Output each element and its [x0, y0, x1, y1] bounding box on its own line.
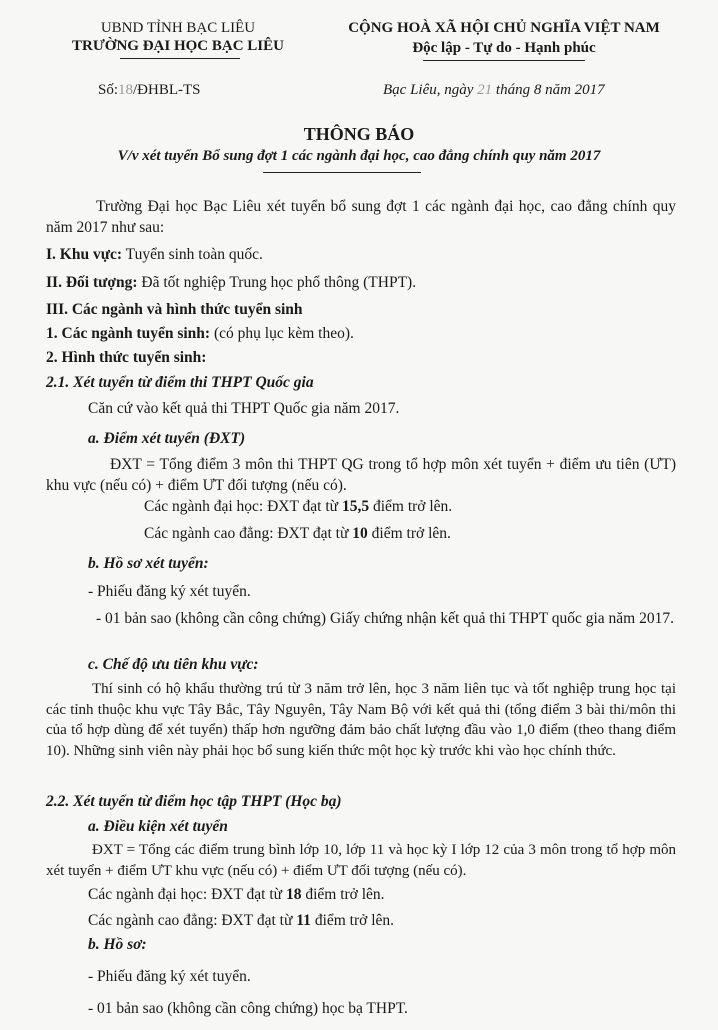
section-2-1-heading: 2.1. Xét tuyển từ điểm thi THPT Quốc gia: [46, 374, 314, 391]
section-2-2-a-heading: a. Điều kiện xét tuyển: [88, 818, 228, 835]
title-underline: [263, 172, 421, 173]
section-2-1-a-college: Các ngành cao đẳng: ĐXT đạt từ 10 điểm trở lên.: [144, 525, 451, 542]
header-right-underline: [423, 60, 585, 61]
section-3-heading: III. Các ngành và hình thức tuyển sinh: [46, 301, 303, 318]
section-2-1-b-heading: b. Hồ sơ xét tuyển:: [88, 555, 209, 572]
section-2-1-b-item-2: - 01 bản sao (không cần công chứng) Giấy chứng nhận kết quả thi THPT quốc gia năm 2017.: [96, 610, 674, 627]
section-2-1-c-text: Thí sinh có hộ khẩu thường trú từ 3 năm trở lên, học 3 năm liên tục và tốt nghiệp trung học tại các tỉnh thuộc khu vực Tây Bắc, Tây Nguyên, Tây Nam Bộ với kết quả thi (tổng điểm 3 bài thi/môn thi của tổ hợp dùng để xét tuyển) thấp hơn ngưỡng đảm bảo chất lượng đầu vào 1,0 điểm (theo thang điểm 10). Những sinh viên này phải học bổ sung kiến thức một học kỳ trước khi vào học chính thức.: [46, 681, 676, 759]
section-2-2-b-item-2: - 01 bản sao (không cần công chứng) học bạ THPT.: [88, 1000, 408, 1017]
section-3-2: 2. Hình thức tuyển sinh:: [46, 349, 207, 366]
intro-paragraph: Trường Đại học Bạc Liêu xét tuyển bổ sung đợt 1 các ngành đại học, cao đẳng chính quy năm 2017 như sau:: [46, 198, 676, 236]
section-1: I. Khu vực: Tuyển sinh toàn quốc.: [46, 246, 263, 263]
header-left-institution: TRƯỜNG ĐẠI HỌC BẠC LIÊU: [72, 38, 284, 54]
section-2-2-a-college: Các ngành cao đẳng: ĐXT đạt từ 11 điểm trở lên.: [88, 912, 395, 929]
document-number: Số:18/ĐHBL-TS: [98, 82, 201, 98]
section-2-2-b-item-1: - Phiếu đăng ký xét tuyển.: [88, 968, 251, 985]
section-2-1-a-heading: a. Điểm xét tuyển (ĐXT): [88, 430, 246, 447]
section-2-1-intro: Căn cứ vào kết quả thi THPT Quốc gia năm 2017.: [88, 400, 400, 417]
section-2-2-b-heading: b. Hồ sơ:: [88, 936, 147, 953]
section-2-1-a-university: Các ngành đại học: ĐXT đạt từ 15,5 điểm trở lên.: [144, 498, 453, 515]
header-right-motto: Độc lập - Tự do - Hạnh phúc: [412, 40, 596, 56]
header-left-authority: UBND TỈNH BẠC LIÊU: [100, 20, 256, 36]
section-2-1-b-item-1: - Phiếu đăng ký xét tuyển.: [88, 583, 251, 600]
header-left-underline: [120, 58, 240, 59]
section-2-1-a-formula: ĐXT = Tổng điểm 3 môn thi THPT QG trong tổ hợp môn xét tuyển + điểm ưu tiên (ƯT) khu vực (nếu có) + điểm ƯT đối tượng (nếu có).: [46, 456, 676, 494]
notice-title: THÔNG BÁO: [303, 124, 415, 144]
section-3-1: 1. Các ngành tuyển sinh: (có phụ lục kèm theo).: [46, 325, 354, 342]
section-2-2-a-university: Các ngành đại học: ĐXT đạt từ 18 điểm trở lên.: [88, 886, 385, 903]
section-2-1-c-heading: c. Chế độ ưu tiên khu vực:: [88, 656, 259, 673]
section-2: II. Đối tượng: Đã tốt nghiệp Trung học phổ thông (THPT).: [46, 274, 417, 291]
section-2-2-a-formula: ĐXT = Tổng các điểm trung bình lớp 10, lớp 11 và học kỳ I lớp 12 của 3 môn trong tổ hợp môn xét tuyển + điểm ƯT khu vực (nếu có) + điểm ƯT đối tượng (nếu có).: [46, 842, 676, 879]
section-2-2-heading: 2.2. Xét tuyển từ điểm học tập THPT (Học bạ): [46, 793, 342, 810]
notice-subtitle: V/v xét tuyển Bổ sung đợt 1 các ngành đại học, cao đẳng chính quy năm 2017: [117, 148, 601, 164]
header-right-nation: CỘNG HOÀ XÃ HỘI CHỦ NGHĨA VIỆT NAM: [348, 20, 660, 36]
document-date: Bạc Liêu, ngày 21 tháng 8 năm 2017: [383, 82, 605, 98]
